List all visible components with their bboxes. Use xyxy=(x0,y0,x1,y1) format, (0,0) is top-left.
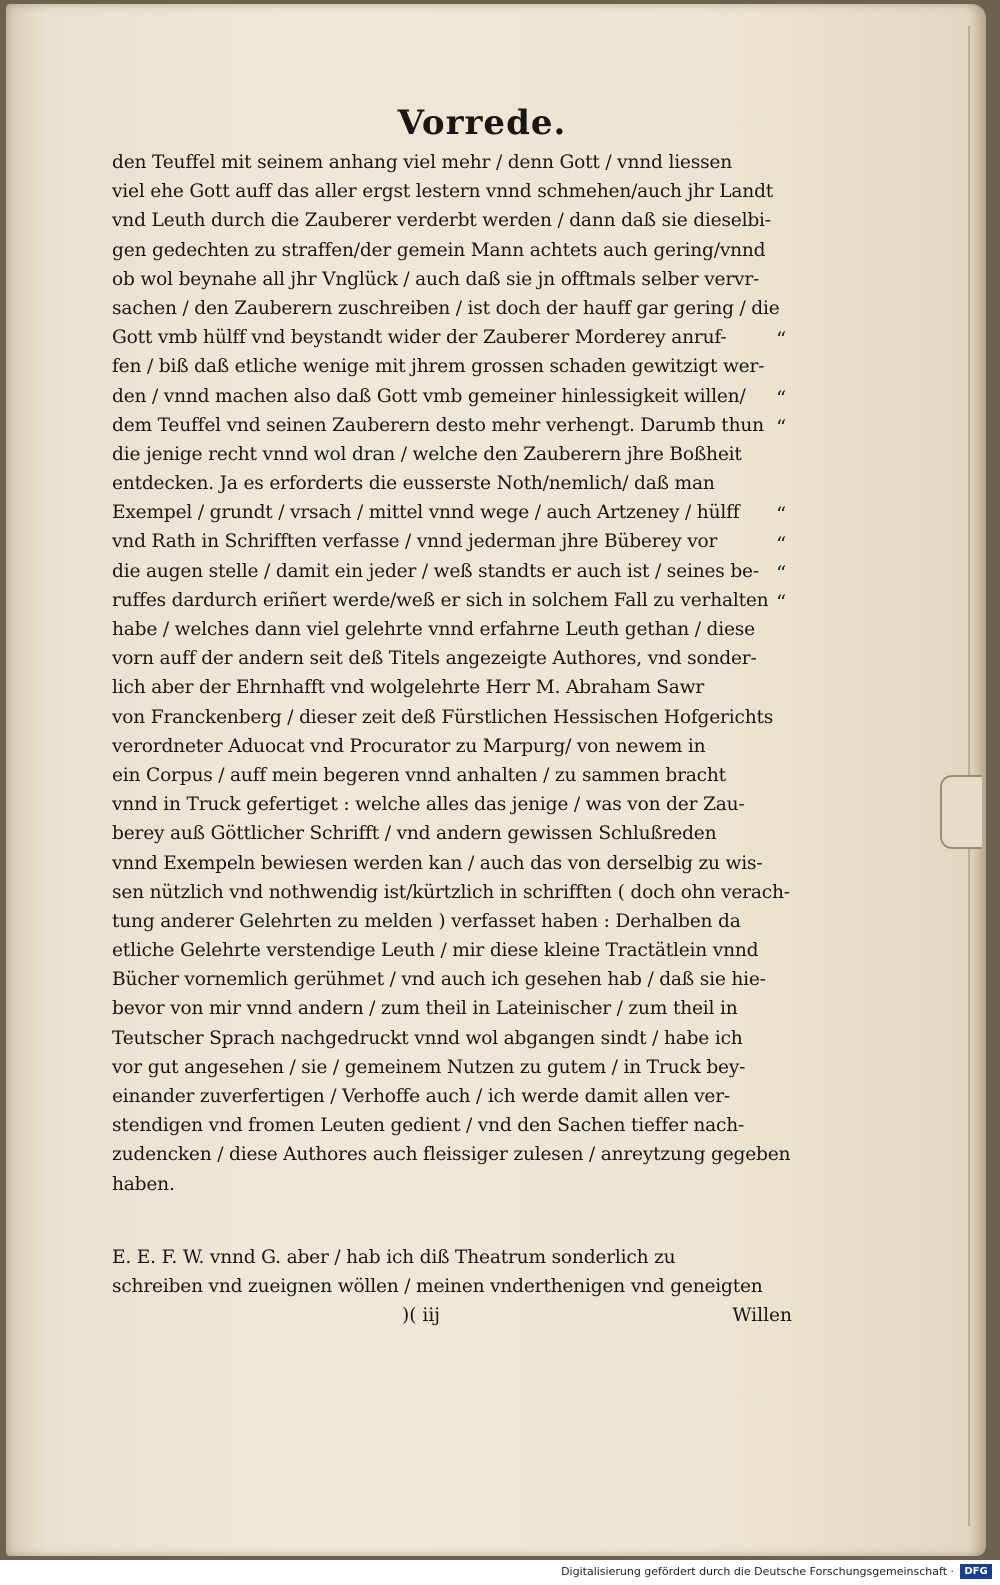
dfg-logo: DFG xyxy=(960,1564,992,1579)
text-line: dem Teuffel vnd seinen Zauberern desto mehr verhengt. Darumb thun xyxy=(112,414,764,436)
text-line: ob wol beynahe all jhr Vnglück / auch daß sie jn offtmals selber vervr- xyxy=(112,268,760,290)
text-line: vnd Rath in Schrifften verfasse / vnnd jederman jhre Büberey vor xyxy=(112,531,718,553)
text-line: den / vnnd machen also daß Gott vmb gemeiner hinlessigkeit willen/ xyxy=(112,385,746,407)
text-line: berey auß Göttlicher Schrifft / vnd andern gewissen Schlußreden xyxy=(112,823,717,845)
text-line: fen / biß daß etliche wenige mit jhrem grossen schaden gewitzigt wer- xyxy=(112,356,765,378)
text-line: vnd Leuth durch die Zauberer verderbt werden / dann daß sie dieselbi- xyxy=(112,210,771,232)
text-line: einander zuverfertigen / Verhoffe auch / ich werde damit allen ver- xyxy=(112,1086,730,1107)
text-line: schreiben vnd zueignen wöllen / meinen vnderthenigen vnd geneigten xyxy=(112,1275,763,1297)
body-paragraph-2 xyxy=(112,1243,792,1301)
page-heading: Vorrede. xyxy=(397,103,567,143)
margin-quote-mark: “ xyxy=(776,414,787,439)
text-line: ruffes dardurch eriñert werde/weß er sich in solchem Fall zu verhalten xyxy=(112,589,769,611)
margin-quote-mark: “ xyxy=(776,560,787,585)
text-line: E. E. F. W. vnnd G. aber / hab ich diß Theatrum sonderlich zu xyxy=(112,1246,676,1268)
text-line: bevor von mir vnnd andern / zum theil in Lateinischer / zum theil in xyxy=(112,998,738,1020)
text-line: habe / welches dann viel gelehrte vnnd erfahrne Leuth gethan / diese xyxy=(112,619,755,640)
signature-mark: )( iij xyxy=(402,1305,441,1327)
footer-credit: Digitalisierung gefördert durch die Deutsche Forschungsgemeinschaft · xyxy=(561,1565,954,1578)
text-line: vnnd Exempeln bewiesen werden kan / auch das von derselbig zu wis- xyxy=(112,852,763,874)
text-line: vorn auff der andern seit deß Titels angezeigte Authores, vnd sonder- xyxy=(112,648,757,670)
text-line: ein Corpus / auff mein begeren vnnd anhalten / zu sammen bracht xyxy=(112,764,726,786)
margin-quote-mark: “ xyxy=(776,385,787,410)
catchline xyxy=(112,1301,792,1331)
page-text xyxy=(112,100,792,1331)
text-line: lich aber der Ehrnhafft vnd wolgelehrte Herr M. Abraham Sawr xyxy=(112,677,705,699)
text-line: entdecken. Ja es erforderts die eusserste Noth/nemlich/ daß man xyxy=(112,473,715,495)
text-line: gen gedechten zu straffen/der gemein Mann achtets auch gering/vnnd xyxy=(112,239,766,261)
margin-quote-mark: “ xyxy=(776,531,787,556)
text-line: vnnd in Truck gefertiget : welche alles das jenige / was von der Zau- xyxy=(112,794,745,816)
margin-quote-mark: “ xyxy=(776,590,787,614)
margin-quote-mark: “ xyxy=(776,327,787,352)
text-line: die augen stelle / damit ein jeder / weß standts er auch ist / seines be- xyxy=(112,560,759,582)
text-line: stendigen vnd fromen Leuten gedient / vnd den Sachen tieffer nach- xyxy=(112,1115,745,1137)
text-line: vor gut angesehen / sie / gemeinem Nutzen zu gutem / in Truck bey- xyxy=(112,1056,746,1078)
paragraph-gap xyxy=(112,1199,792,1243)
text-line: die jenige recht vnnd wol dran / welche den Zauberern jhre Boßheit xyxy=(112,443,742,465)
text-line: haben. xyxy=(112,1173,175,1195)
body-paragraph-1 xyxy=(112,148,792,1199)
text-line: sachen / den Zauberern zuschreiben / ist doch der hauff gar gering / die xyxy=(112,297,780,319)
text-line: tung anderer Gelehrten zu melden ) verfasset haben : Derhalben da xyxy=(112,910,741,932)
page-tab xyxy=(940,775,982,849)
margin-quote-mark: “ xyxy=(776,502,787,527)
text-line: sen nützlich vnd nothwendig ist/kürtzlich in schrifften ( doch ohn verach- xyxy=(112,881,790,903)
catchword: Willen xyxy=(732,1305,792,1327)
text-line: Exempel / grundt / vrsach / mittel vnnd wege / auch Artzeney / hülff xyxy=(112,502,740,524)
footer xyxy=(0,1560,1000,1585)
text-line: Gott vmb hülff vnd beystandt wider der Zauberer Morderey anruf- xyxy=(112,327,727,349)
text-line: von Franckenberg / dieser zeit deß Fürstlichen Hessischen Hofgerichts xyxy=(112,706,774,728)
text-line: den Teuffel mit seinem anhang viel mehr / denn Gott / vnnd liessen xyxy=(112,152,733,173)
text-line: viel ehe Gott auff das aller ergst lestern vnnd schmehen/auch jhr Landt xyxy=(112,181,774,203)
text-line: Bücher vornemlich gerühmet / vnd auch ich gesehen hab / daß sie hie- xyxy=(112,969,766,991)
text-line: etliche Gelehrte verstendige Leuth / mir diese kleine Tractätlein vnnd xyxy=(112,940,759,962)
text-line: verordneter Aduocat vnd Procurator zu Marpurg/ von newem in xyxy=(112,735,706,757)
text-line: Teutscher Sprach nachgedruckt vnnd wol abgangen sindt / habe ich xyxy=(112,1027,743,1049)
text-line: zudencken / diese Authores auch fleissiger zulesen / anreytzung gegeben xyxy=(112,1144,791,1166)
